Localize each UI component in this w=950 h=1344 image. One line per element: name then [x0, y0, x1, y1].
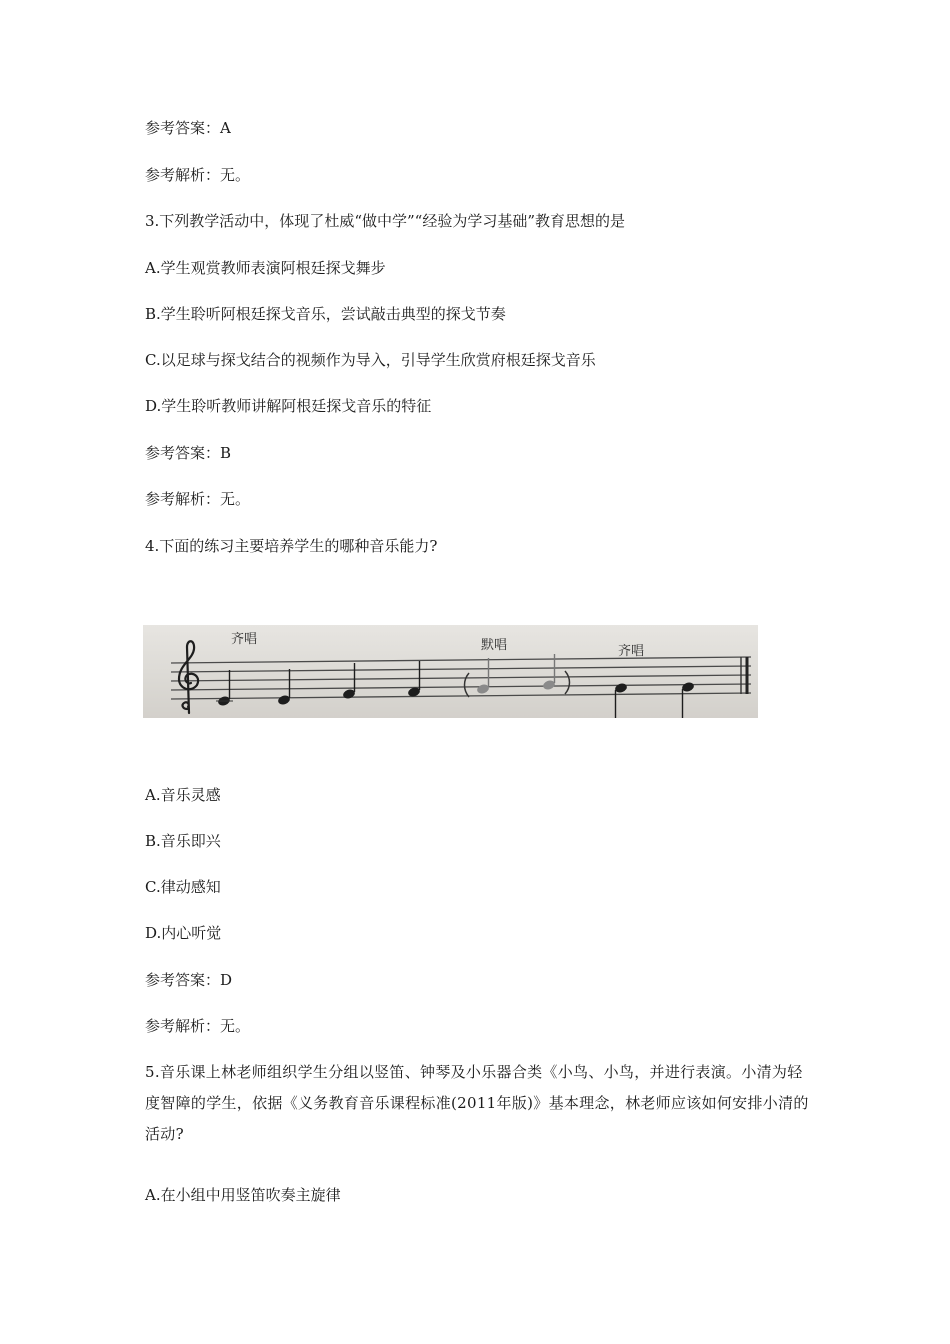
q4-question: 4.下面的练习主要培养学生的哪种音乐能力? — [145, 537, 438, 555]
q4-option-c: C.律动感知 — [145, 878, 221, 896]
note-1 — [216, 670, 233, 707]
q3-analysis: 参考解析：无。 — [145, 490, 251, 508]
q4-option-d: D.内心听觉 — [145, 924, 222, 942]
q2-answer: 参考答案：A — [145, 119, 231, 137]
note-7 — [614, 682, 628, 718]
music-score-image — [143, 625, 758, 718]
note-2 — [277, 669, 291, 706]
q2-analysis: 参考解析：无。 — [145, 166, 251, 184]
staff-lines — [171, 657, 751, 699]
score-label-unison-2: 齐唱 — [618, 644, 645, 659]
q5-option-a: A.在小组中用竖笛吹奏主旋律 — [145, 1186, 341, 1204]
note-8 — [681, 681, 695, 718]
q3-question: 3.下列教学活动中，体现了杜威“做中学”“经验为学习基础”教育思想的是 — [145, 212, 625, 230]
q3-option-c: C.以足球与探戈结合的视频作为导入，引导学生欣赏府根廷探戈音乐 — [145, 351, 596, 369]
q3-option-a: A.学生观赏教师表演阿根廷探戈舞步 — [145, 259, 386, 277]
q4-answer: 参考答案：D — [145, 971, 233, 989]
score-label-unison-1: 齐唱 — [231, 632, 258, 647]
q4-option-a: A.音乐灵感 — [145, 786, 221, 804]
music-staff — [143, 625, 758, 718]
q5-question: 5.音乐课上林老师组织学生分组以竖笛、钟琴及小乐器合类《小鸟、小鸟，并进行表演。小清为轻度智障的学生，依据《义务教育音乐课程标准(2011年版)》基本理念，林老师应该如何安排小清的活动? — [145, 1063, 809, 1143]
q4-analysis: 参考解析：无。 — [145, 1017, 251, 1035]
q3-answer: 参考答案：B — [145, 444, 232, 462]
treble-clef-icon — [179, 641, 198, 713]
note-3 — [342, 663, 356, 700]
note-4 — [407, 661, 421, 698]
score-label-silent: 默唱 — [481, 638, 508, 653]
note-5 — [476, 658, 490, 695]
q4-option-b: B.音乐即兴 — [145, 832, 221, 850]
q3-option-d: D.学生聆听教师讲解阿根廷探戈音乐的特征 — [145, 397, 432, 415]
q3-option-b: B.学生聆听阿根廷探戈音乐，尝试敲击典型的探戈节奏 — [145, 305, 506, 323]
